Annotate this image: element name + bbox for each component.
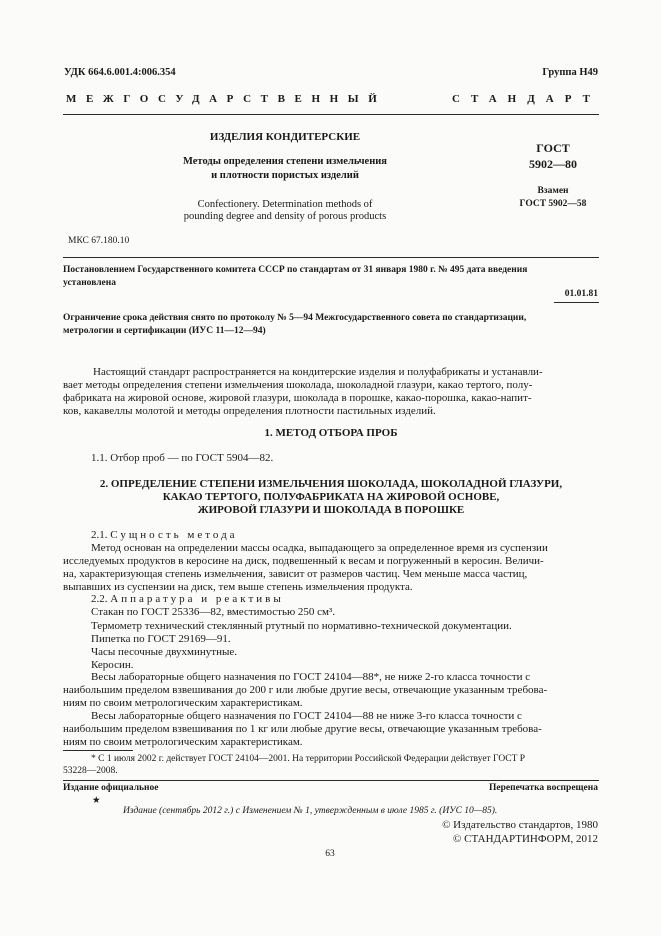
p21-line-4: выпавших из суспензии на диск, тем выше степень измельчения продукта. (63, 581, 413, 593)
intro-line-3: фабриката на жировой основе, жировой глазури, шоколада в порошке, какао-порошка, какао-напит- (63, 392, 532, 404)
scales-2-line-1: Весы лабораторные общего назначения по ГОСТ 24104—88 не ниже 3-го класса точности с (91, 710, 522, 722)
footnote-rule (63, 750, 133, 751)
p21-line-3: на, характеризующая степень измельчения, зависит от размеров частиц. Чем меньше масса частиц, (63, 568, 528, 580)
copyright-2: © СТАНДАРТИНФОРМ, 2012 (453, 833, 598, 845)
decree-line-2: установлена (63, 278, 116, 288)
banner-right: СТАНДАРТ (452, 93, 601, 105)
scales-2-line-2: наибольшим пределом взвешивания по 1 кг или любые другие весы, отвечающие указанным требова- (63, 723, 542, 735)
doc-subtitle-2: и плотности пористых изделий (211, 170, 359, 181)
udk-code: УДК 664.6.001.4:006.354 (64, 67, 176, 78)
p22-item-4: Часы песочные двухминутные. (91, 646, 238, 658)
reprint-prohibited: Перепечатка воспрещена (488, 783, 598, 793)
intro-line-2: вает методы определения степени измельчения шоколада, шоколадной глазури, какао тертого, полу- (63, 379, 533, 391)
p22-item-5: Керосин. (91, 659, 134, 671)
section-2-heading-2: КАКАО ТЕРТОГО, ПОЛУФАБРИКАТА НА ЖИРОВОЙ ОСНОВЕ, (162, 491, 500, 503)
page-number: 63 (325, 849, 335, 859)
p22-item-3: Пипетка по ГОСТ 29169—91. (91, 633, 231, 645)
intro-line-1: Настоящий стандарт распространяется на кондитерские изделия и полуфабрикаты и устанавли- (93, 366, 543, 378)
official-edition: Издание официальное (63, 783, 159, 793)
banner-left: МЕЖГОСУДАРСТВЕННЫЙ (66, 93, 387, 105)
p21-number: 2.1. (91, 529, 108, 541)
date-underline (554, 302, 599, 303)
copyright-1: © Издательство стандартов, 1980 (442, 819, 598, 831)
limit-line-2: метрологии и сертификации (ИУС 11—12—94) (63, 326, 266, 336)
section-1-heading: 1. МЕТОД ОТБОРА ПРОБ (264, 427, 398, 439)
scales-1-line-3: ниям по своим метрологическим характеристикам. (63, 697, 303, 709)
scales-1-line-1: Весы лабораторные общего назначения по ГОСТ 24104—88*, не ниже 2-го класса точности с (91, 671, 531, 683)
section-2-heading-3: ЖИРОВОЙ ГЛАЗУРИ И ШОКОЛАДА В ПОРОШКЕ (197, 504, 465, 516)
gost-number: 5902—80 (529, 157, 577, 171)
p22-item-1: Стакан по ГОСТ 25336—82, вместимостью 250 см³. (91, 606, 336, 618)
section-1-text: 1.1. Отбор проб — по ГОСТ 5904—82. (91, 452, 274, 464)
p22-number: 2.2. (91, 593, 108, 605)
title-rule (63, 257, 599, 258)
edition-note: Издание (сентябрь 2012 г.) с Изменением № 1, утвержденным в июле 1985 г. (ИУС 10—85). (123, 806, 498, 816)
replaces-value: ГОСТ 5902—58 (519, 199, 587, 209)
doc-title: ИЗДЕЛИЯ КОНДИТЕРСКИЕ (209, 131, 361, 143)
p22-title: Аппаратура и реактивы (110, 593, 284, 605)
footer-rule (63, 780, 599, 781)
decree-date: 01.01.81 (564, 289, 598, 299)
scales-1-line-2: наибольшим пределом взвешивания до 200 г или любые другие весы, отвечающие указанным требова- (63, 684, 548, 696)
group-code: Группа Н49 (542, 67, 598, 78)
p21-line-2: исследуемых продуктов в керосине на диск, подвешенный к весам и погруженный в керосин. Величи- (63, 555, 544, 567)
replaces-label: Взамен (537, 186, 569, 196)
footnote-line-2: 53228—2008. (63, 766, 118, 776)
section-2-heading-1: 2. ОПРЕДЕЛЕНИЕ СТЕПЕНИ ИЗМЕЛЬЧЕНИЯ ШОКОЛАДА, ШОКОЛАДНОЙ ГЛАЗУРИ, (99, 478, 563, 490)
p21-title: Сущность метода (110, 529, 238, 541)
scales-2-line-3: ниям по своим метрологическим характеристикам. (63, 736, 303, 748)
doc-title-en-2: pounding degree and density of porous products (183, 211, 387, 222)
p21-heading (91, 529, 238, 542)
p22-heading (91, 593, 284, 606)
header-rule (63, 114, 599, 115)
gost-label: ГОСТ (536, 141, 570, 155)
p22-item-2: Термометр технический стеклянный ртутный по нормативно-технической документации. (91, 620, 512, 632)
intro-line-4: ков, какавеллы молотой и методы определения плотности пастильных изделий. (63, 405, 436, 417)
decree-line-1: Постановлением Государственного комитета СССР по стандартам от 31 января 1980 г. № 495 дата введения (63, 265, 528, 275)
doc-subtitle-1: Методы определения степени измельчения (183, 156, 387, 167)
p21-line-1: Метод основан на определении массы осадка, выпадающего за определенное время из суспензии (91, 542, 548, 554)
footnote-line-1: * С 1 июля 2002 г. действует ГОСТ 24104—2001. На территории Российской Федерации действует ГОСТ Р (91, 754, 526, 764)
mks-code: МКС 67.180.10 (68, 236, 130, 246)
limit-line-1: Ограничение срока действия снято по протоколу № 5—94 Межгосударственного совета по стандартизации, (63, 313, 527, 323)
doc-title-en-1: Confectionery. Determination methods of (197, 199, 373, 210)
star-mark: ★ (92, 796, 101, 806)
